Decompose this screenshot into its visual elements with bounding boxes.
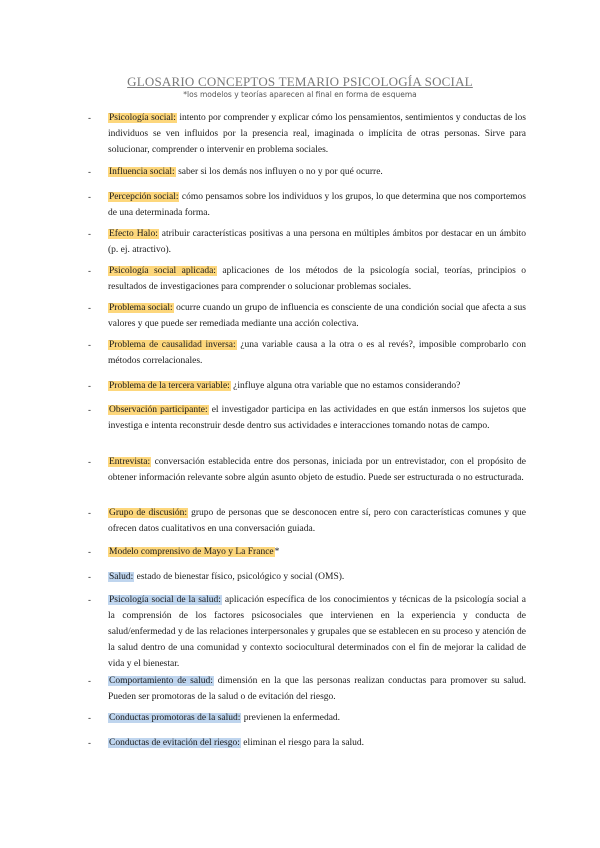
glossary-entry bbox=[88, 569, 526, 585]
glossary-definition: conversación establecida entre dos personas, iniciada por un entrevistador, con el propósito de obtener información relevante sobre algún asunto objeto de estudio. Puede ser estructurada o no estructurada. bbox=[108, 457, 526, 483]
glossary-definition: ¿una variable causa a la otra o es al revés?, imposible comprobarlo con métodos correlacionales. bbox=[108, 340, 526, 366]
glossary-entry bbox=[88, 735, 526, 751]
glossary-term: Entrevista: bbox=[109, 457, 151, 467]
bullet-dash: - bbox=[88, 595, 91, 605]
glossary-term: Conductas promotoras de la salud: bbox=[109, 713, 241, 723]
bullet-dash: - bbox=[88, 713, 91, 723]
glossary-entry bbox=[88, 189, 526, 221]
bullet-dash: - bbox=[88, 266, 91, 276]
glossary-term: Percepción social: bbox=[109, 192, 179, 202]
bullet-dash: - bbox=[88, 113, 91, 123]
glossary-definition: aplicación específica de los conocimientos y técnicas de la psicología social a la comprensión de los factores psicosociales que intervienen en la experiencia y conducta de salud/enfermedad y de las relaciones interpersonales y grupales que se establecen en su proceso y atención de la salud dentro de una comunidad y contexto sociocultural determinados con el fin de mejorar la calidad de vida y el bienestar. bbox=[108, 595, 526, 669]
bullet-dash: - bbox=[88, 738, 91, 748]
glossary-entry bbox=[88, 226, 526, 258]
glossary-entry bbox=[88, 402, 527, 434]
glossary-entry bbox=[88, 673, 526, 705]
glossary-term: Observación participante: bbox=[109, 405, 208, 415]
glossary-term: Psicología social aplicada: bbox=[109, 266, 216, 276]
glossary-definition: ¿influye alguna otra variable que no estamos considerando? bbox=[230, 381, 461, 391]
glossary-entry bbox=[88, 454, 526, 486]
bullet-dash: - bbox=[88, 303, 91, 313]
glossary-entry bbox=[88, 164, 526, 180]
bullet-dash: - bbox=[88, 676, 91, 686]
glossary-definition: estado de bienestar físico, psicológico y social (OMS). bbox=[134, 572, 345, 582]
glossary-definition: aplicaciones de los métodos de la psicología social, teorías, principios o resultados de investigaciones para comprender o solucionar problemas sociales. bbox=[108, 266, 526, 292]
glossary-definition: dimensión en la que las personas realizan conductas para promover su salud. Pueden ser promotoras de la salud o de evitación del riesgo. bbox=[108, 676, 526, 702]
bullet-dash: - bbox=[88, 381, 91, 391]
glossary-definition: atribuir características positivas a una persona en múltiples ámbitos por destacar en un ámbito (p. ej. atractivo). bbox=[108, 229, 526, 255]
glossary-definition: grupo de personas que se desconocen entre sí, pero con características comunes y que ofrecen datos cualitativos en una conversación guiada. bbox=[108, 508, 526, 534]
glossary-term: Influencia social: bbox=[109, 167, 175, 177]
glossary-entry bbox=[88, 505, 526, 537]
glossary-term: Psicología social de la salud: bbox=[109, 595, 221, 605]
bullet-dash: - bbox=[88, 572, 91, 582]
glossary-entry bbox=[88, 337, 526, 369]
glossary-definition: cómo pensamos sobre los individuos y los grupos, lo que determina que nos comportemos de una determinada forma. bbox=[108, 192, 526, 218]
glossary-definition: eliminan el riesgo para la salud. bbox=[240, 738, 365, 748]
glossary-term: Efecto Halo: bbox=[109, 229, 158, 239]
page-subtitle: *los modelos y teorías aparecen al final en forma de esquema bbox=[183, 90, 417, 99]
glossary-term: Salud: bbox=[109, 572, 134, 582]
glossary-entry bbox=[88, 378, 526, 394]
glossary-term: Psicología social: bbox=[109, 113, 176, 123]
glossary-entry bbox=[88, 544, 526, 560]
glossary-definition: el investigador participa en las actividades en que están inmersos los sujetos que investiga e intenta reconstruir desde dentro sus actividades e interacciones tomando notas de campo. bbox=[108, 405, 527, 431]
glossary-term: Modelo comprensivo de Mayo y La France bbox=[109, 547, 274, 557]
glossary-entry bbox=[88, 300, 526, 332]
glossary-term: Comportamiento de salud: bbox=[109, 676, 213, 686]
glossary-definition: * bbox=[274, 547, 280, 557]
bullet-dash: - bbox=[88, 229, 91, 239]
glossary-definition: saber si los demás nos influyen o no y por qué ocurre. bbox=[175, 167, 383, 177]
bullet-dash: - bbox=[88, 167, 91, 177]
glossary-definition: ocurre cuando un grupo de influencia es consciente de una condición social que afecta a sus valores y que puede ser remediada mediante una acción colectiva. bbox=[108, 303, 526, 329]
bullet-dash: - bbox=[88, 457, 91, 467]
bullet-dash: - bbox=[88, 340, 91, 350]
bullet-dash: - bbox=[88, 547, 91, 557]
bullet-dash: - bbox=[88, 192, 91, 202]
glossary-definition: previenen la enfermedad. bbox=[241, 713, 341, 723]
glossary-term: Conductas de evitación del riesgo: bbox=[109, 738, 240, 748]
bullet-dash: - bbox=[88, 405, 91, 415]
bullet-dash: - bbox=[88, 508, 91, 518]
glossary-term: Problema social: bbox=[109, 303, 173, 313]
page-title: GLOSARIO CONCEPTOS TEMARIO PSICOLOGÍA SOCIAL bbox=[127, 74, 473, 89]
glossary-entry bbox=[88, 110, 526, 158]
glossary-definition: intento por comprender y explicar cómo los pensamientos, sentimientos y conductas de los individuos se ven influidos por la presencia real, imaginada o implícita de otras personas. Sirve para solucionar, comprender o intervenir en problema sociales. bbox=[108, 113, 526, 155]
glossary-term: Problema de causalidad inversa: bbox=[109, 340, 236, 350]
glossary-entry bbox=[88, 592, 526, 672]
glossary-entry bbox=[88, 710, 526, 726]
glossary-entry bbox=[88, 263, 526, 295]
glossary-term: Grupo de discusión: bbox=[109, 508, 187, 518]
glossary-term: Problema de la tercera variable: bbox=[109, 381, 230, 391]
